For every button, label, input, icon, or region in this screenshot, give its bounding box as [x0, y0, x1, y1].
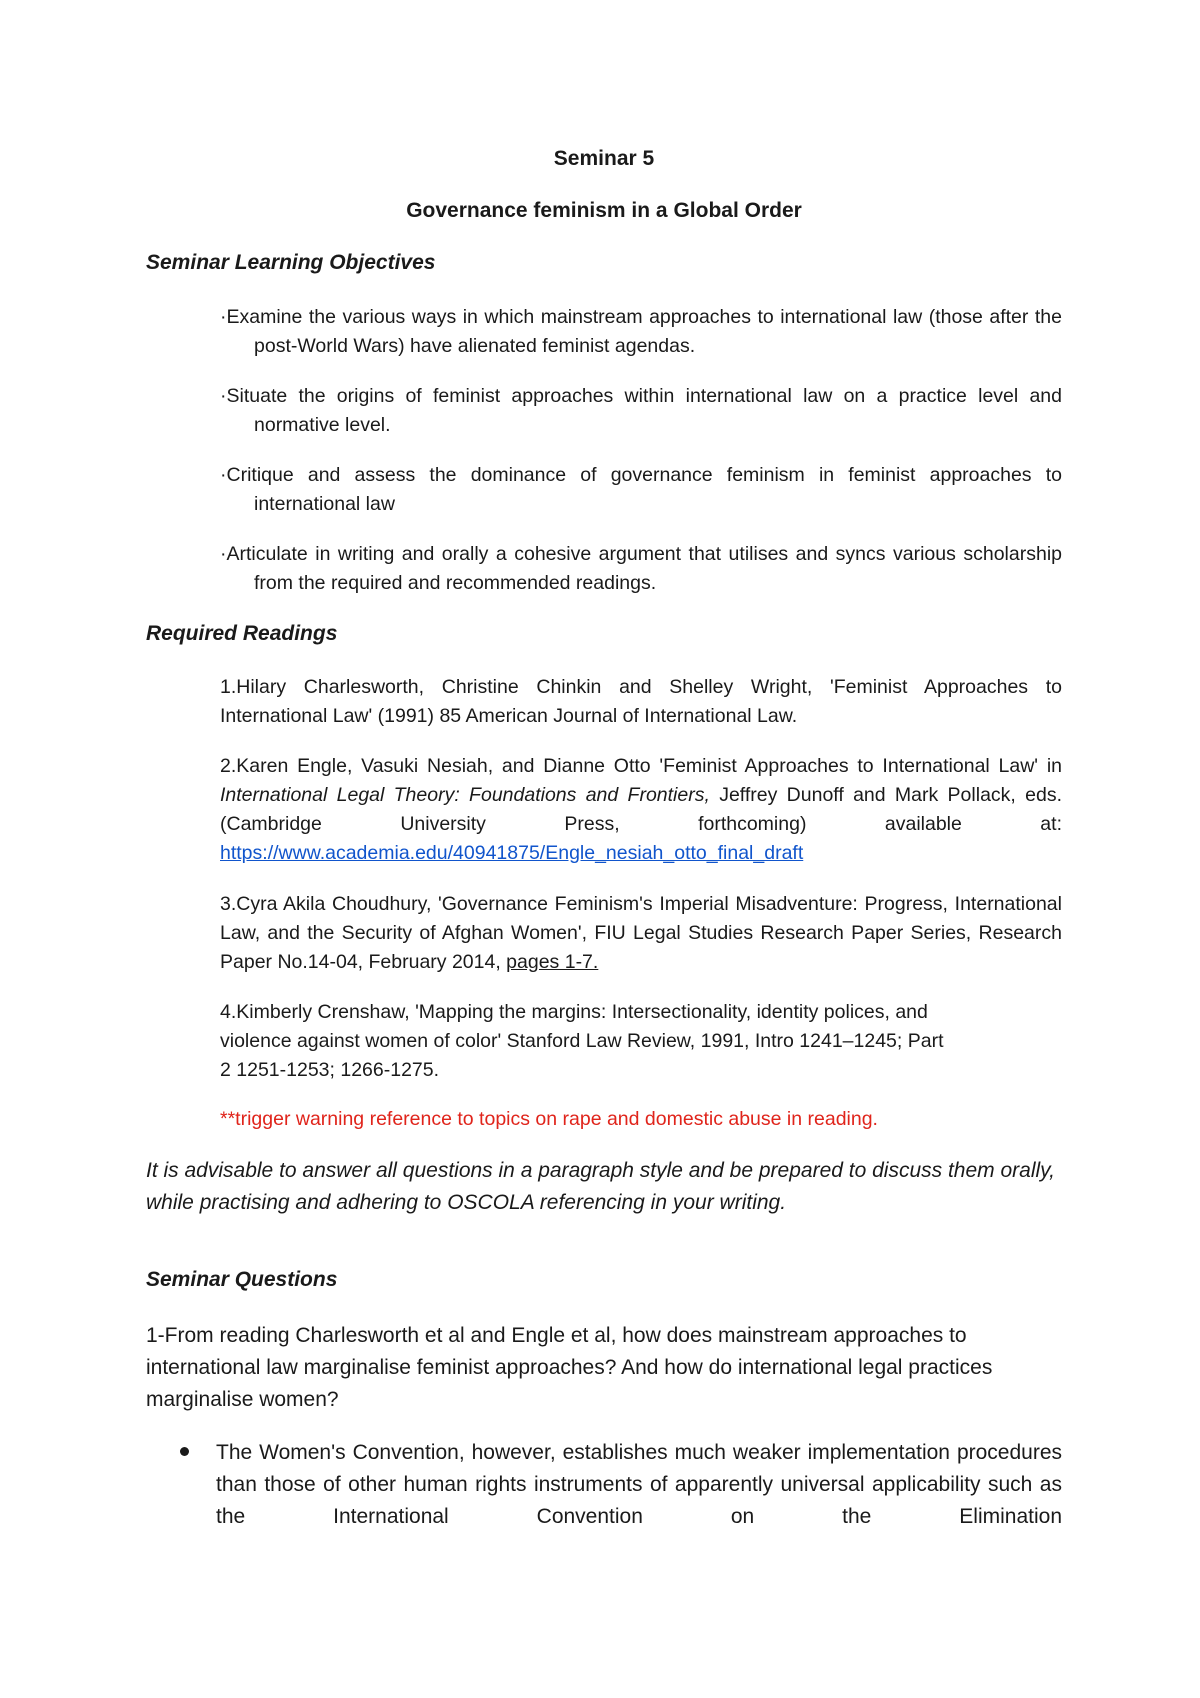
- reading-item-2: [220, 752, 1062, 868]
- reading-4-line: 2 1251-1253; 1266-1275.: [220, 1059, 440, 1081]
- page-subtitle: Governance feminism in a Global Order: [406, 199, 802, 222]
- objective-item: ·Situate the origins of feminist approaches within international law on a practice level and normative level.: [220, 385, 1062, 436]
- readings-heading: Required Readings: [146, 622, 338, 645]
- objectives-heading: Seminar Learning Objectives: [146, 251, 436, 274]
- reading-2-text: 2.Karen Engle, Vasuki Nesiah, and Dianne Otto 'Feminist Approaches to International Law' in: [220, 755, 1062, 777]
- questions-heading: Seminar Questions: [146, 1268, 338, 1291]
- reading-4-line: 4.Kimberly Crenshaw, 'Mapping the margins: Intersectionality, identity polices, and: [220, 1001, 928, 1023]
- page-title: Seminar 5: [553, 147, 655, 170]
- reading-item-4: [220, 998, 1062, 1085]
- objective-item: ·Critique and assess the dominance of governance feminism in feminist approaches to international law: [220, 464, 1062, 515]
- advice-note: It is advisable to answer all questions in a paragraph style and be prepared to discuss them orally, while practising and adhering to OSCOLA referencing in your writing.: [146, 1159, 1055, 1214]
- reading-2-text-after: Jeffrey Dunoff and Mark Pollack, eds. (Cambridge University Press, forthcoming) available at:: [220, 784, 1062, 835]
- reading-item-1: 1.Hilary Charlesworth, Christine Chinkin and Shelley Wright, 'Feminist Approaches to International Law' (1991) 85 American Journal of International Law.: [220, 676, 1062, 727]
- trigger-warning: **trigger warning reference to topics on rape and domestic abuse in reading.: [220, 1108, 878, 1130]
- question-1: 1-From reading Charlesworth et al and Engle et al, how does mainstream approaches to international law marginalise feminist approaches? And how do international legal practices marginalise women?: [146, 1324, 993, 1411]
- reading-item-3: [220, 890, 1062, 977]
- document-page: [146, 0, 1062, 1698]
- bullet-text: The Women's Convention, however, establishes much weaker implementation procedures than those of other human rights instruments of apparently universal applicability such as the International Convention on the Elimination: [216, 1441, 1062, 1528]
- reading-2-link[interactable]: https://www.academia.edu/40941875/Engle_nesiah_otto_final_draft: [220, 842, 804, 864]
- objective-item: ·Articulate in writing and orally a cohesive argument that utilises and syncs various scholarship from the required and recommended readings.: [220, 543, 1062, 594]
- objective-item: ·Examine the various ways in which mainstream approaches to international law (those after the post-World Wars) have alienated feminist agendas.: [220, 306, 1062, 357]
- reading-4-line: violence against women of color' Stanford Law Review, 1991, Intro 1241–1245; Part: [220, 1030, 944, 1052]
- bullet-icon: [180, 1447, 189, 1456]
- reading-2-book-title: International Legal Theory: Foundations and Frontiers,: [220, 784, 710, 806]
- reading-3-pages: pages 1-7.: [506, 951, 599, 973]
- reading-3-text: 3.Cyra Akila Choudhury, 'Governance Feminism's Imperial Misadventure: Progress, International Law, and the Security of Afghan Women', FIU Legal Studies Research Paper Series, Research Paper No.14-04, February 2014,: [220, 893, 1062, 973]
